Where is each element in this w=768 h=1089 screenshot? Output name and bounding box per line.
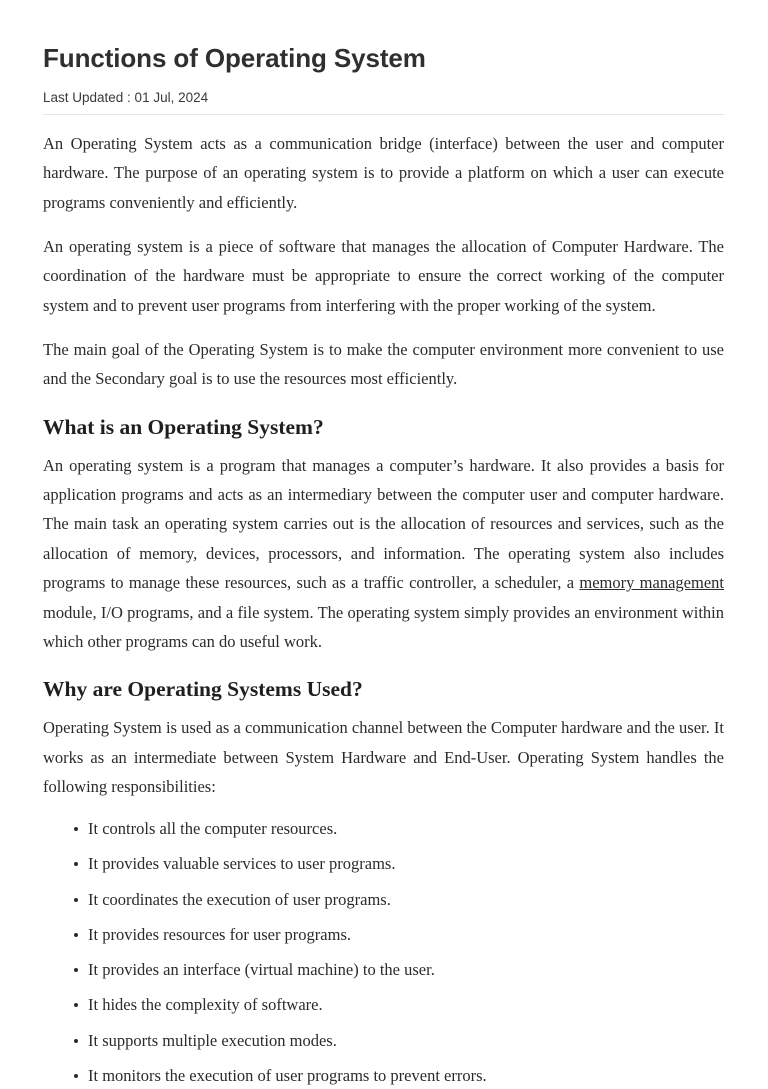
page-title: Functions of Operating System — [43, 43, 426, 73]
intro-paragraph-1: An Operating System acts as a communication bridge (interface) between the user and computer hardware. The purpose of an operating system is to provide a platform on which a user can execute programs conveniently and efficiently. — [43, 133, 724, 212]
responsibilities-list — [43, 816, 724, 1089]
list-item: It provides an interface (virtual machine) to the user. — [74, 957, 724, 984]
list-item: It controls all the computer resources. — [74, 816, 724, 843]
section-paragraph-why-are-operating-systems-used: Operating System is used as a communication channel between the Computer hardware and the user. It works as an intermediate between System Hardware and End-User. Operating System handles the following responsibilities: — [43, 718, 724, 796]
section-heading-why-are-operating-systems-used: Why are Operating Systems Used? — [43, 677, 363, 702]
list-item: It coordinates the execution of user programs. — [74, 887, 724, 914]
paragraph-text-before-link: An operating system is a program that manages a computer’s hardware. It also provides a basis for application programs and acts as an intermediary between the computer user and computer hardware. The main task an operating system carries out is the allocation of resources and services, such as the allocation of memory, devices, processors, and information. The operating system also includes programs to manage these resources, such as a traffic controller, a scheduler, a — [43, 455, 724, 593]
section-paragraph-what-is-an-operating-system — [43, 451, 724, 657]
paragraph-text-after-link: module, I/O programs, and a file system. The operating system simply provides an environment within which other programs can do useful work. — [43, 602, 724, 651]
list-item: It provides valuable services to user programs. — [74, 851, 724, 878]
list-item: It hides the complexity of software. — [74, 992, 724, 1019]
header-divider — [43, 114, 724, 115]
list-item: It monitors the execution of user programs to prevent errors. — [74, 1063, 724, 1089]
memory-management-link[interactable]: memory management — [579, 573, 724, 593]
list-item: It provides resources for user programs. — [74, 922, 724, 949]
intro-paragraph-2: An operating system is a piece of software that manages the allocation of Computer Hardware. The coordination of the hardware must be appropriate to ensure the correct working of the computer system and to prevent user programs from interfering with the proper working of the system. — [43, 236, 724, 315]
section-heading-what-is-an-operating-system: What is an Operating System? — [43, 414, 324, 439]
last-updated-label: Last Updated : 01 Jul, 2024 — [43, 89, 209, 105]
list-item: It supports multiple execution modes. — [74, 1028, 724, 1055]
intro-paragraph-3: The main goal of the Operating System is to make the computer environment more convenient to use and the Secondary goal is to use the resources most efficiently. — [43, 340, 724, 389]
